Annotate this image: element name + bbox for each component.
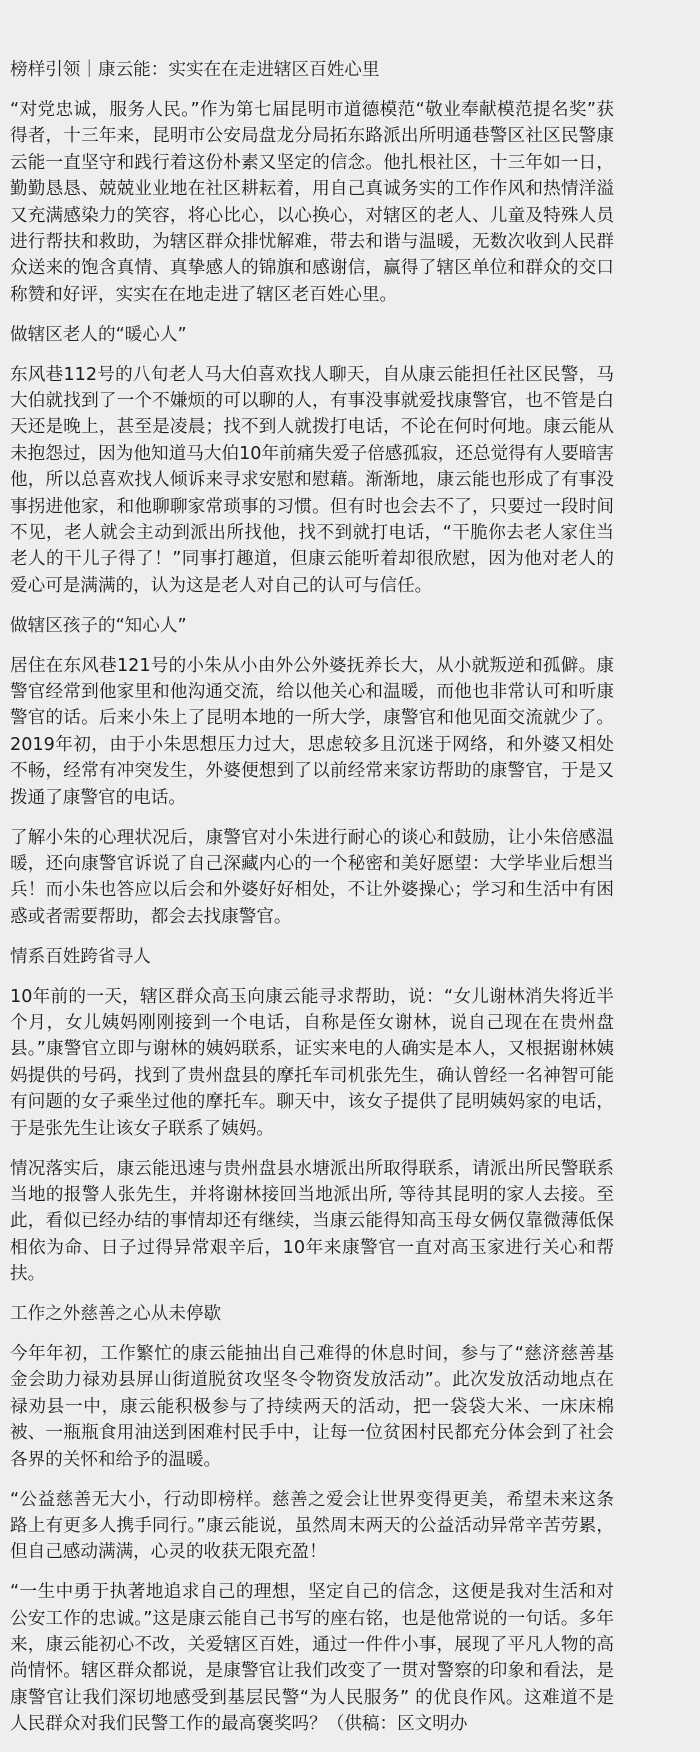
section-heading-elderly: 做辖区老人的“暖心人” <box>10 324 187 345</box>
section-paragraph: “公益慈善无大小，行动即榜样。慈善之爱会让世界变得更美，希望未来这条路上有更多人携手同行。”康云能说，虽然周末两天的公益活动异常辛苦劳累，但自己感动满满，心灵的收获无限充盈！ <box>10 1489 614 1563</box>
section-heading-children: 做辖区孩子的“知心人” <box>10 615 187 636</box>
section-paragraph: 10年前的一天，辖区群众高玉向康云能寻求帮助，说：“女儿谢林消失将近半个月，女儿姨妈刚刚接到一个电话，自称是侄女谢林，说自己现在在贵州盘县。”康警官立即与谢林的姨妈联系，证实来电的人确实是本人，又根据谢林姨妈提供的号码，找到了贵州盘县的摩托车司机张先生，确认曾经一名神智可能有问题的女子乘坐过他的摩托车。聊天中，该女子提供了昆明姨妈家的电话，于是张先生让该女子联系了姨妈。 <box>10 986 614 1139</box>
section-paragraph: 今年年初，工作繁忙的康云能抽出自己难得的休息时间，参与了“慈济慈善基金会助力禄劝县屏山街道脱贫攻坚冬令物资发放活动”。此次发放活动地点在禄劝县一中，康云能积极参与了持续两天的活动，把一袋袋大米、一床床棉被、一瓶瓶食用油送到困难村民手中，让每一位贫困村民都充分体会到了社会各界的关怀和给予的温暖。 <box>10 1343 614 1470</box>
intro-paragraph: “对党忠诚，服务人民。”作为第七届昆明市道德模范“敬业奉献模范提名奖”获得者，十三年来，昆明市公安局盘龙分局拓东路派出所明通巷警区社区民警康云能一直坚守和践行着这份朴素又坚定的信念。他扎根社区，十三年如一日，勤勤恳恳、兢兢业业地在社区耕耘着，用自己真诚务实的工作作风和热情洋溢又充满感染力的笑容，将心比心，以心换心，对辖区的老人、儿童及特殊人员进行帮扶和救助，为辖区群众排忧解难，带去和谐与温暖，无数次收到人民群众送来的饱含真情、真挚感人的锦旗和感谢信，赢得了辖区单位和群众的交口称赞和好评，实实在在地走进了辖区老百姓心里。 <box>10 99 614 305</box>
section-paragraph: 东风巷112号的八旬老人马大伯喜欢找人聊天，自从康云能担任社区民警，马大伯就找到了一个不嫌烦的可以聊的人，有事没事就爱找康警官，也不管是白天还是晚上，甚至是凌晨；找不到人就拨打电话，不论在何时何地。康云能从未抱怨过，因为他知道马大伯10年前痛失爱子倍感孤寂，还总觉得有人要暗害他，所以总喜欢找人倾诉来寻求安慰和慰藉。渐渐地，康云能也形成了有事没事拐进他家，和他聊聊家常琐事的习惯。但有时也会去不了，只要过一段时间不见，老人就会主动到派出所找他，找不到就打电话，“干脆你去老人家住当老人的干儿子得了！”同事打趣道，但康云能听着却很欣慰，因为他对老人的爱心可是满满的，认为这是老人对自己的认可与信任。 <box>10 364 614 596</box>
article-title: 榜样引领｜康云能：实实在在走进辖区百姓心里 <box>10 60 380 80</box>
section-paragraph: 了解小朱的心理状况后，康警官对小朱进行耐心的谈心和鼓励，让小朱倍感温暖，还向康警官诉说了自己深藏内心的一个秘密和美好愿望：大学毕业后想当兵！而小朱也答应以后会和外婆好好相处，不让外婆操心；学习和生活中有困惑或者需要帮助，都会去找康警官。 <box>10 827 614 927</box>
article-body <box>10 57 614 1751</box>
closing-paragraph: “一生中勇于执著地追求自己的理想，坚定自己的信念，这便是我对生活和对公安工作的忠诚。”这是康云能自己书写的座右铭，也是他常说的一句话。多年来，康云能初心不改，关爱辖区百姓，通过一件件小事，展现了平凡人物的高尚情怀。辖区群众都说，是康警官让我们改变了一贯对警察的印象和看法，是康警官让我们深切地感受到基层民警“为人民服务” 的优良作风。这难道不是人民群众对我们民警工作的最高褒奖吗？（供稿：区文明办 <box>10 1582 614 1735</box>
section-paragraph: 情况落实后，康云能迅速与贵州盘县水塘派出所取得联系，请派出所民警联系当地的报警人张先生，并将谢林接回当地派出所, 等待其昆明的家人去接。至此，看似已经办结的事情却还有继续，当康云能得知高玉母女俩仅靠微薄低保相依为命、日子过得异常艰辛后，10年来康警官一直对高玉家进行关心和帮扶。 <box>10 1158 614 1285</box>
section-paragraph: 居住在东风巷121号的小朱从小由外公外婆抚养长大，从小就叛逆和孤僻。康警官经常到他家里和他沟通交流，给以他关心和温暖，而他也非常认可和听康警官的话。后来小朱上了昆明本地的一所大学，康警官和他见面交流就少了。2019年初，由于小朱思想压力过大，思虑较多且沉迷于网络，和外婆又相处不畅，经常有冲突发生，外婆便想到了以前经常来家访帮助的康警官，于是又拨通了康警官的电话。 <box>10 655 614 808</box>
section-heading-charity: 工作之外慈善之心从未停歇 <box>10 1304 222 1325</box>
section-heading-search: 情系百姓跨省寻人 <box>10 946 151 967</box>
